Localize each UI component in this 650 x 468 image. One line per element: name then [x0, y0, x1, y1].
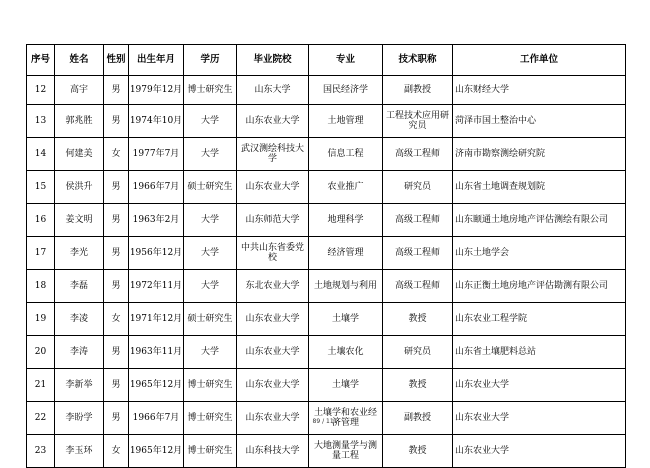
cell-birth-date: 1971年12月 [129, 303, 184, 336]
cell-name: 郭兆胜 [55, 105, 104, 138]
cell-index: 19 [27, 303, 55, 336]
cell-school: 山东农业大学 [237, 336, 309, 369]
cell-gender: 男 [104, 336, 129, 369]
cell-education: 大学 [184, 237, 237, 270]
table-row [27, 138, 626, 171]
cell-title: 副教授 [383, 76, 453, 105]
cell-education: 博士研究生 [184, 76, 237, 105]
cell-gender: 男 [104, 171, 129, 204]
cell-major: 农业推广 [309, 171, 383, 204]
cell-major: 土壤学 [309, 369, 383, 402]
cell-unit: 济南市勘察测绘研究院 [453, 138, 626, 171]
cell-education: 博士研究生 [184, 402, 237, 435]
table-row [27, 435, 626, 468]
table-header-row [27, 45, 626, 76]
header-birth-date: 出生年月 [129, 45, 184, 76]
cell-school: 山东农业大学 [237, 303, 309, 336]
header-work-unit: 工作单位 [453, 45, 626, 76]
cell-unit: 菏泽市国土整治中心 [453, 105, 626, 138]
cell-major: 土地规划与利用 [309, 270, 383, 303]
cell-unit: 山东财经大学 [453, 76, 626, 105]
cell-major: 土地管理 [309, 105, 383, 138]
cell-title: 教授 [383, 435, 453, 468]
header-name: 姓名 [55, 45, 104, 76]
cell-index: 18 [27, 270, 55, 303]
cell-gender: 男 [104, 270, 129, 303]
table-row [27, 171, 626, 204]
cell-name: 李涛 [55, 336, 104, 369]
cell-unit: 山东农业大学 [453, 435, 626, 468]
cell-gender: 男 [104, 402, 129, 435]
table-row [27, 369, 626, 402]
cell-name: 李凌 [55, 303, 104, 336]
cell-index: 14 [27, 138, 55, 171]
cell-birth-date: 1972年11月 [129, 270, 184, 303]
cell-school: 武汉测绘科技大学 [237, 138, 309, 171]
cell-name: 何建美 [55, 138, 104, 171]
cell-index: 20 [27, 336, 55, 369]
table-row [27, 76, 626, 105]
cell-school: 山东科技大学 [237, 435, 309, 468]
cell-school: 山东农业大学 [237, 171, 309, 204]
cell-name: 李盼学 [55, 402, 104, 435]
cell-title: 研究员 [383, 336, 453, 369]
cell-education: 硕士研究生 [184, 171, 237, 204]
cell-title: 高级工程师 [383, 204, 453, 237]
cell-unit: 山东农业工程学院 [453, 303, 626, 336]
cell-title: 工程技术应用研究员 [383, 105, 453, 138]
cell-index: 21 [27, 369, 55, 402]
cell-major: 国民经济学 [309, 76, 383, 105]
cell-title: 研究员 [383, 171, 453, 204]
header-major: 专业 [309, 45, 383, 76]
cell-school: 山东农业大学 [237, 105, 309, 138]
cell-education: 大学 [184, 336, 237, 369]
cell-birth-date: 1965年12月 [129, 435, 184, 468]
cell-index: 13 [27, 105, 55, 138]
cell-name: 姜文明 [55, 204, 104, 237]
cell-index: 15 [27, 171, 55, 204]
cell-education: 硕士研究生 [184, 303, 237, 336]
cell-major: 土壤学 [309, 303, 383, 336]
cell-title: 教授 [383, 369, 453, 402]
cell-name: 李光 [55, 237, 104, 270]
cell-school: 山东大学 [237, 76, 309, 105]
cell-birth-date: 1974年10月 [129, 105, 184, 138]
cell-name: 李玉环 [55, 435, 104, 468]
cell-unit: 山东颐通土地房地产评估测绘有限公司 [453, 204, 626, 237]
table-row [27, 204, 626, 237]
table-row [27, 105, 626, 138]
cell-unit: 山东农业大学 [453, 369, 626, 402]
cell-education: 博士研究生 [184, 435, 237, 468]
cell-major: 信息工程 [309, 138, 383, 171]
cell-title: 高级工程师 [383, 270, 453, 303]
cell-name: 李磊 [55, 270, 104, 303]
cell-gender: 男 [104, 369, 129, 402]
cell-gender: 女 [104, 435, 129, 468]
cell-birth-date: 1963年2月 [129, 204, 184, 237]
cell-title: 教授 [383, 303, 453, 336]
cell-unit: 山东正衡土地房地产评估勘测有限公司 [453, 270, 626, 303]
cell-unit: 山东省土地调查规划院 [453, 171, 626, 204]
table-row [27, 237, 626, 270]
cell-school: 山东农业大学 [237, 369, 309, 402]
table-body [27, 76, 626, 468]
cell-education: 大学 [184, 270, 237, 303]
cell-name: 高宇 [55, 76, 104, 105]
cell-education: 大学 [184, 204, 237, 237]
header-index: 序号 [27, 45, 55, 76]
header-technical-title: 技术职称 [383, 45, 453, 76]
cell-school: 山东师范大学 [237, 204, 309, 237]
cell-birth-date: 1977年7月 [129, 138, 184, 171]
cell-birth-date: 1965年12月 [129, 369, 184, 402]
cell-index: 23 [27, 435, 55, 468]
cell-title: 副教授 [383, 402, 453, 435]
cell-major: 土壤农化 [309, 336, 383, 369]
table-row [27, 336, 626, 369]
cell-birth-date: 1956年12月 [129, 237, 184, 270]
cell-education: 大学 [184, 105, 237, 138]
cell-major: 土壤学和农业经济管理 [309, 402, 383, 435]
cell-title: 高级工程师 [383, 138, 453, 171]
cell-name: 侯洪升 [55, 171, 104, 204]
cell-gender: 男 [104, 204, 129, 237]
cell-index: 22 [27, 402, 55, 435]
cell-birth-date: 1966年7月 [129, 171, 184, 204]
cell-index: 17 [27, 237, 55, 270]
cell-unit: 山东农业大学 [453, 402, 626, 435]
cell-gender: 男 [104, 105, 129, 138]
cell-school: 东北农业大学 [237, 270, 309, 303]
cell-birth-date: 1963年11月 [129, 336, 184, 369]
page-number: 89 / 111 [312, 418, 338, 425]
cell-index: 12 [27, 76, 55, 105]
table-row [27, 270, 626, 303]
cell-gender: 男 [104, 76, 129, 105]
cell-index: 16 [27, 204, 55, 237]
cell-education: 博士研究生 [184, 369, 237, 402]
cell-major: 经济管理 [309, 237, 383, 270]
header-graduated-school: 毕业院校 [237, 45, 309, 76]
cell-school: 山东农业大学 [237, 402, 309, 435]
cell-school: 中共山东省委党校 [237, 237, 309, 270]
cell-name: 李新举 [55, 369, 104, 402]
cell-title: 高级工程师 [383, 237, 453, 270]
cell-gender: 男 [104, 237, 129, 270]
cell-gender: 女 [104, 303, 129, 336]
header-gender: 性别 [104, 45, 129, 76]
cell-birth-date: 1966年7月 [129, 402, 184, 435]
cell-major: 大地测量学与测量工程 [309, 435, 383, 468]
personnel-table [26, 44, 626, 468]
cell-education: 大学 [184, 138, 237, 171]
cell-birth-date: 1979年12月 [129, 76, 184, 105]
table-row [27, 303, 626, 336]
cell-unit: 山东省土壤肥料总站 [453, 336, 626, 369]
cell-unit: 山东土地学会 [453, 237, 626, 270]
cell-gender: 女 [104, 138, 129, 171]
header-education: 学历 [184, 45, 237, 76]
cell-major: 地理科学 [309, 204, 383, 237]
